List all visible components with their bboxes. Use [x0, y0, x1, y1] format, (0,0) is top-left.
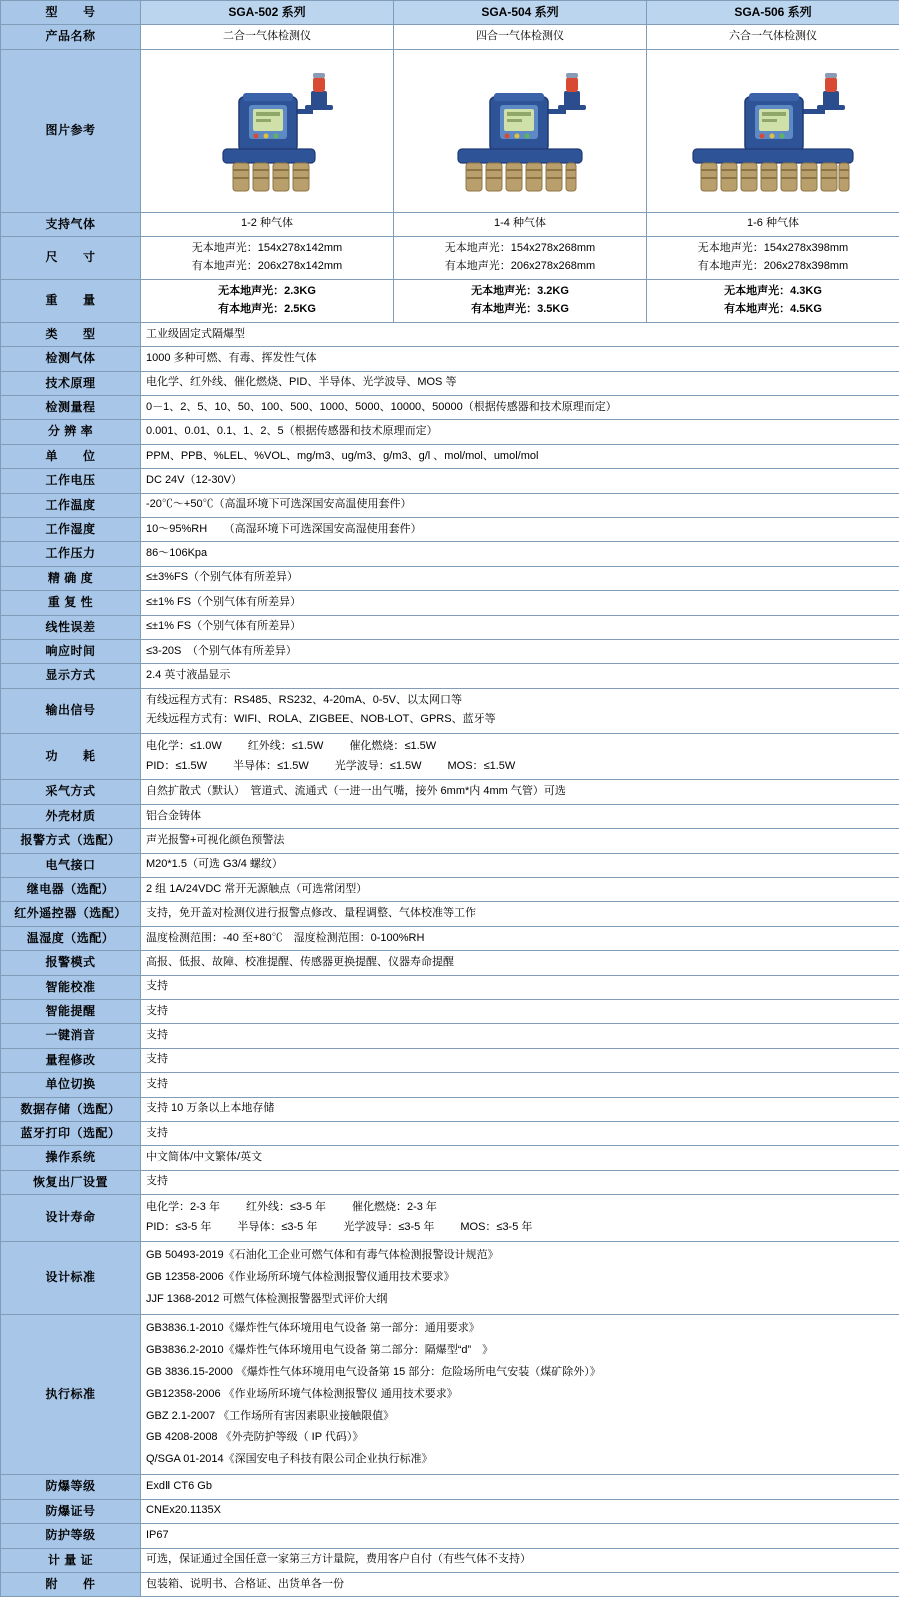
row-label-unit: 单 位 [1, 444, 141, 468]
row-label-type: 类 型 [1, 322, 141, 346]
design-standard-line-1: GB 50493-2019《石油化工企业可燃气体和有毒气体检测报警设计规范》 [146, 1245, 894, 1267]
row-label-accessories: 附 件 [1, 1572, 141, 1596]
row-value-output-signal [141, 688, 899, 733]
table-row-work-pressure [1, 542, 899, 566]
power-val: ≤1.5W [277, 760, 309, 772]
table-row-electrical-interface [1, 853, 899, 877]
design-life-key: MOS： [460, 1221, 496, 1233]
weight-2 [394, 279, 647, 322]
exec-standard-line-2: GB3836.2-2010《爆炸性气体环境用电气设备 第二部分：隔爆型“d” 》 [146, 1340, 894, 1362]
design-life-val: 2-3 年 [190, 1201, 220, 1213]
table-row-exec-standard [1, 1314, 899, 1475]
table-row-output-signal [1, 688, 899, 733]
design-life-line-1 [146, 1198, 894, 1218]
design-life-item-semiconductor [237, 1219, 317, 1237]
design-life-val: ≤3-5 年 [496, 1221, 532, 1233]
power-val: ≤1.5W [390, 760, 422, 772]
row-value-ir-remote-opt: 支持，免开盖对检测仪进行报警点修改、量程调整、气体校准等工作 [141, 902, 899, 926]
weight-1-line2: 有本地声光：2.5KG [146, 301, 388, 319]
row-value-sampling: 自然扩散式（默认） 管道式、流通式（一进一出气嘴，接外 6mm*内 4mm 气管）可选 [141, 780, 899, 804]
table-row-alarm-mode [1, 951, 899, 975]
table-row-repeatability [1, 591, 899, 615]
power-val: ≤1.0W [190, 740, 222, 752]
product-name-3: 六合一气体检测仪 [647, 25, 899, 49]
table-row-product-name [1, 25, 899, 49]
row-label-power: 功 耗 [1, 733, 141, 780]
power-val: ≤1.5W [292, 740, 324, 752]
row-value-voltage: DC 24V（12-30V） [141, 469, 899, 493]
table-row-relay-opt [1, 878, 899, 902]
row-label-design-life: 设计寿命 [1, 1195, 141, 1242]
power-val: ≤1.5W [484, 760, 516, 772]
design-life-item-infrared [246, 1199, 326, 1217]
row-value-linearity: ≤±1% FS（个别气体有所差异） [141, 615, 899, 639]
row-label-response-time: 响应时间 [1, 639, 141, 663]
design-life-val: ≤3-5 年 [281, 1221, 317, 1233]
design-standard-line-2: GB 12358-2006《作业场所环境气体检测报警仪通用技术要求》 [146, 1267, 894, 1289]
row-label-image-reference: 图片参考 [1, 49, 141, 212]
row-label-design-standard: 设计标准 [1, 1241, 141, 1314]
size-2-line1: 无本地声光：154x278x268mm [399, 240, 641, 258]
size-1 [141, 237, 394, 280]
row-label-relay-opt: 继电器（选配） [1, 878, 141, 902]
row-value-shell: 铝合金铸体 [141, 804, 899, 828]
table-row-unit-switch [1, 1073, 899, 1097]
weight-1 [141, 279, 394, 322]
table-row-bluetooth-print-opt [1, 1121, 899, 1145]
row-value-type: 工业级固定式隔爆型 [141, 322, 899, 346]
design-life-key: 催化燃烧： [352, 1201, 407, 1213]
exec-standard-line-4: GB12358-2006 《作业场所环境气体检测报警仪 通用技术要求》 [146, 1384, 894, 1406]
row-label-alarm-mode-opt: 报警方式（选配） [1, 829, 141, 853]
row-label-accuracy: 精 确 度 [1, 566, 141, 590]
size-2-line2: 有本地声光：206x278x268mm [399, 258, 641, 276]
row-label-bluetooth-print-opt: 蓝牙打印（选配） [1, 1121, 141, 1145]
table-row-alarm-mode-opt [1, 829, 899, 853]
power-key: 半导体： [233, 760, 277, 772]
power-key: 光学波导： [335, 760, 390, 772]
row-value-smart-reminder: 支持 [141, 999, 899, 1023]
size-1-line1: 无本地声光：154x278x142mm [146, 240, 388, 258]
row-value-data-storage-opt: 支持 10 万条以上本地存储 [141, 1097, 899, 1121]
exec-standard-line-6: GB 4208-2008 《外壳防护等级（ IP 代码）》 [146, 1427, 894, 1449]
design-life-item-mos [460, 1219, 532, 1237]
row-label-os: 操作系统 [1, 1146, 141, 1170]
row-value-work-humidity: 10～95%RH （高湿环境下可选深国安高湿使用套件） [141, 517, 899, 541]
table-row-work-temp [1, 493, 899, 517]
model-header-2: SGA-504 系列 [394, 1, 647, 25]
row-label-linearity: 线性误差 [1, 615, 141, 639]
row-label-model: 型 号 [1, 1, 141, 25]
power-line-1 [146, 737, 894, 757]
product-name-2: 四合一气体检测仪 [394, 25, 647, 49]
weight-2-line2: 有本地声光：3.5KG [399, 301, 641, 319]
row-label-smart-reminder: 智能提醒 [1, 999, 141, 1023]
row-value-one-key-mute: 支持 [141, 1024, 899, 1048]
detector-svg [420, 53, 620, 203]
row-label-tech-principle: 技术原理 [1, 371, 141, 395]
exec-standard-line-3: GB 3836.15-2000 《爆炸性气体环境用电气设备第 15 部分：危险场所电气安装（煤矿除外）》 [146, 1362, 894, 1384]
table-row-model [1, 1, 899, 25]
size-3 [647, 237, 899, 280]
row-value-electrical-interface: M20*1.5（可选 G3/4 螺纹） [141, 853, 899, 877]
weight-3-line1: 无本地声光：4.3KG [652, 283, 894, 301]
row-label-repeatability: 重 复 性 [1, 591, 141, 615]
table-row-os [1, 1146, 899, 1170]
table-row-range [1, 396, 899, 420]
row-value-work-pressure: 86～106Kpa [141, 542, 899, 566]
row-value-repeatability: ≤±1% FS（个别气体有所差异） [141, 591, 899, 615]
weight-3-line2: 有本地声光：4.5KG [652, 301, 894, 319]
table-row-tech-principle [1, 371, 899, 395]
power-item-catalytic [349, 738, 436, 756]
row-label-alarm-mode: 报警模式 [1, 951, 141, 975]
row-value-tech-principle: 电化学、红外线、催化燃烧、PID、半导体、光学波导、MOS 等 [141, 371, 899, 395]
row-value-unit-switch: 支持 [141, 1073, 899, 1097]
row-value-detect-gas: 1000 多种可燃、有毒、挥发性气体 [141, 347, 899, 371]
support-gas-1: 1-2 种气体 [141, 212, 394, 236]
row-label-product-name: 产品名称 [1, 25, 141, 49]
row-value-resolution: 0.001、0.01、0.1、1、2、5（根据传感器和技术原理而定） [141, 420, 899, 444]
row-value-work-temp: -20℃～+50℃（高温环境下可选深国安高温使用套件） [141, 493, 899, 517]
row-value-temp-humidity-opt: 温度检测范围：-40 至+80℃ 湿度检测范围：0-100%RH [141, 926, 899, 950]
design-life-key: 红外线： [246, 1201, 290, 1213]
table-row-power [1, 733, 899, 780]
exec-standard-line-1: GB3836.1-2010《爆炸性气体环境用电气设备 第一部分：通用要求》 [146, 1318, 894, 1340]
row-value-exec-standard [141, 1314, 899, 1475]
row-label-detect-gas: 检测气体 [1, 347, 141, 371]
row-value-smart-calibration: 支持 [141, 975, 899, 999]
row-label-range-modify: 量程修改 [1, 1048, 141, 1072]
row-value-alarm-mode: 高报、低报、故障、校准提醒、传感器更换提醒、仪器寿命提醒 [141, 951, 899, 975]
row-label-exec-standard: 执行标准 [1, 1314, 141, 1475]
weight-3 [647, 279, 899, 322]
design-life-val: ≤3-5 年 [398, 1221, 434, 1233]
row-label-data-storage-opt: 数据存储（选配） [1, 1097, 141, 1121]
table-row-display [1, 664, 899, 688]
row-label-weight: 重 量 [1, 279, 141, 322]
support-gas-2: 1-4 种气体 [394, 212, 647, 236]
power-item-pid [146, 758, 207, 776]
power-val: ≤1.5W [404, 740, 436, 752]
device-image-3 [647, 49, 899, 212]
row-value-ex-cert: CNEx20.1135X [141, 1499, 899, 1523]
table-row-weight [1, 279, 899, 322]
row-label-work-pressure: 工作压力 [1, 542, 141, 566]
table-row-shell [1, 804, 899, 828]
design-life-key: 光学波导： [343, 1221, 398, 1233]
size-3-line2: 有本地声光：206x278x398mm [652, 258, 894, 276]
row-value-unit: PPM、PPB、%LEL、%VOL、mg/m3、ug/m3、g/m3、g/l 、mol/mol、umol/mol [141, 444, 899, 468]
row-label-one-key-mute: 一键消音 [1, 1024, 141, 1048]
row-value-power [141, 733, 899, 780]
weight-2-line1: 无本地声光：3.2KG [399, 283, 641, 301]
exec-standard-line-7: Q/SGA 01-2014《深国安电子科技有限公司企业执行标准》 [146, 1449, 894, 1471]
row-label-ir-remote-opt: 红外遥控器（选配） [1, 902, 141, 926]
row-value-design-standard [141, 1241, 899, 1314]
table-row-support-gas [1, 212, 899, 236]
table-row-design-standard [1, 1241, 899, 1314]
power-item-mos [448, 758, 516, 776]
design-life-item-optical-waveguide [343, 1219, 434, 1237]
power-key: 红外线： [248, 740, 292, 752]
row-label-smart-calibration: 智能校准 [1, 975, 141, 999]
row-label-output-signal: 输出信号 [1, 688, 141, 733]
row-value-factory-reset: 支持 [141, 1170, 899, 1194]
power-key: 催化燃烧： [349, 740, 404, 752]
row-label-ex-grade: 防爆等级 [1, 1475, 141, 1499]
detector-svg [661, 53, 886, 203]
size-1-line2: 有本地声光：206x278x142mm [146, 258, 388, 276]
model-header-1: SGA-502 系列 [141, 1, 394, 25]
design-life-line-2 [146, 1218, 894, 1238]
design-life-val: ≤3-5 年 [290, 1201, 326, 1213]
row-value-ex-grade: ExdⅡ CT6 Gb [141, 1475, 899, 1499]
row-label-resolution: 分 辨 率 [1, 420, 141, 444]
row-value-alarm-mode-opt: 声光报警+可视化颜色预警法 [141, 829, 899, 853]
table-row-accuracy [1, 566, 899, 590]
row-label-unit-switch: 单位切换 [1, 1073, 141, 1097]
table-row-factory-reset [1, 1170, 899, 1194]
row-value-ip-grade: IP67 [141, 1524, 899, 1548]
table-row-range-modify [1, 1048, 899, 1072]
row-label-work-temp: 工作温度 [1, 493, 141, 517]
table-row-ex-grade [1, 1475, 899, 1499]
exec-standard-line-5: GBZ 2.1-2007 《工作场所有害因素职业接触限值》 [146, 1406, 894, 1428]
table-row-temp-humidity-opt [1, 926, 899, 950]
row-label-display: 显示方式 [1, 664, 141, 688]
design-life-item-pid [146, 1219, 211, 1237]
row-value-range-modify: 支持 [141, 1048, 899, 1072]
weight-1-line1: 无本地声光：2.3KG [146, 283, 388, 301]
power-key: 电化学： [146, 740, 190, 752]
table-row-unit [1, 444, 899, 468]
row-label-shell: 外壳材质 [1, 804, 141, 828]
table-row-sampling [1, 780, 899, 804]
row-value-accessories: 包装箱、说明书、合格证、出货单各一份 [141, 1572, 899, 1596]
row-value-accuracy: ≤±3%FS（个别气体有所差异） [141, 566, 899, 590]
table-row-smart-reminder [1, 999, 899, 1023]
row-label-voltage: 工作电压 [1, 469, 141, 493]
gas-detector-illustration-6in1 [661, 53, 886, 203]
row-label-sampling: 采气方式 [1, 780, 141, 804]
table-row-accessories [1, 1572, 899, 1596]
power-line-2 [146, 757, 894, 777]
power-item-electrochemical [146, 738, 222, 756]
table-row-detect-gas [1, 347, 899, 371]
row-label-range: 检测量程 [1, 396, 141, 420]
gas-detector-illustration-4in1 [420, 53, 620, 203]
table-row-data-storage-opt [1, 1097, 899, 1121]
power-item-optical-waveguide [335, 758, 422, 776]
gas-detector-illustration-2in1 [177, 53, 357, 203]
size-2 [394, 237, 647, 280]
row-value-range: 0－1、2、5、10、50、100、500、1000、5000、10000、50000（根据传感器和技术原理而定） [141, 396, 899, 420]
design-life-val: ≤3-5 年 [175, 1221, 211, 1233]
power-item-infrared [248, 738, 324, 756]
row-label-electrical-interface: 电气接口 [1, 853, 141, 877]
output-signal-line2: 无线远程方式有：WIFI、ROLA、ZIGBEE、NOB-LOT、GPRS、蓝牙等 [146, 711, 894, 730]
design-life-val: 2-3 年 [407, 1201, 437, 1213]
row-label-size: 尺 寸 [1, 237, 141, 280]
design-life-item-catalytic [352, 1199, 437, 1217]
product-name-1: 二合一气体检测仪 [141, 25, 394, 49]
support-gas-3: 1-6 种气体 [647, 212, 899, 236]
row-label-support-gas: 支持气体 [1, 212, 141, 236]
row-label-ex-cert: 防爆证号 [1, 1499, 141, 1523]
table-row-work-humidity [1, 517, 899, 541]
power-key: PID： [146, 760, 175, 772]
row-value-bluetooth-print-opt: 支持 [141, 1121, 899, 1145]
table-row-metering-cert [1, 1548, 899, 1572]
row-value-os: 中文简体/中文繁体/英文 [141, 1146, 899, 1170]
table-row-type [1, 322, 899, 346]
table-row-image-reference [1, 49, 899, 212]
model-header-3: SGA-506 系列 [647, 1, 899, 25]
table-row-size [1, 237, 899, 280]
row-label-temp-humidity-opt: 温湿度（选配） [1, 926, 141, 950]
power-item-semiconductor [233, 758, 309, 776]
design-life-key: 半导体： [237, 1221, 281, 1233]
table-row-voltage [1, 469, 899, 493]
design-standard-line-3: JJF 1368-2012 可燃气体检测报警器型式评价大纲 [146, 1289, 894, 1311]
detector-svg [177, 53, 357, 203]
row-value-metering-cert: 可选，保证通过全国任意一家第三方计量院，费用客户自付（有些气体不支持） [141, 1548, 899, 1572]
table-row-ex-cert [1, 1499, 899, 1523]
row-label-ip-grade: 防护等级 [1, 1524, 141, 1548]
power-key: MOS： [448, 760, 484, 772]
device-image-2 [394, 49, 647, 212]
table-row-smart-calibration [1, 975, 899, 999]
design-life-key: PID： [146, 1221, 175, 1233]
table-row-response-time [1, 639, 899, 663]
size-3-line1: 无本地声光：154x278x398mm [652, 240, 894, 258]
row-label-work-humidity: 工作湿度 [1, 517, 141, 541]
row-value-display: 2.4 英寸液晶显示 [141, 664, 899, 688]
table-row-ir-remote-opt [1, 902, 899, 926]
row-label-factory-reset: 恢复出厂设置 [1, 1170, 141, 1194]
table-row-ip-grade [1, 1524, 899, 1548]
row-value-relay-opt: 2 组 1A/24VDC 常开无源触点（可选常闭型） [141, 878, 899, 902]
row-label-metering-cert: 计 量 证 [1, 1548, 141, 1572]
table-row-linearity [1, 615, 899, 639]
row-value-design-life [141, 1195, 899, 1242]
device-image-1 [141, 49, 394, 212]
table-row-resolution [1, 420, 899, 444]
design-life-item-electrochemical [146, 1199, 220, 1217]
table-row-one-key-mute [1, 1024, 899, 1048]
power-val: ≤1.5W [175, 760, 207, 772]
output-signal-line1: 有线远程方式有：RS485、RS232、4-20mA、0-5V、以太网口等 [146, 692, 894, 711]
row-value-response-time: ≤3-20S （个别气体有所差异） [141, 639, 899, 663]
design-life-key: 电化学： [146, 1201, 190, 1213]
table-row-design-life [1, 1195, 899, 1242]
